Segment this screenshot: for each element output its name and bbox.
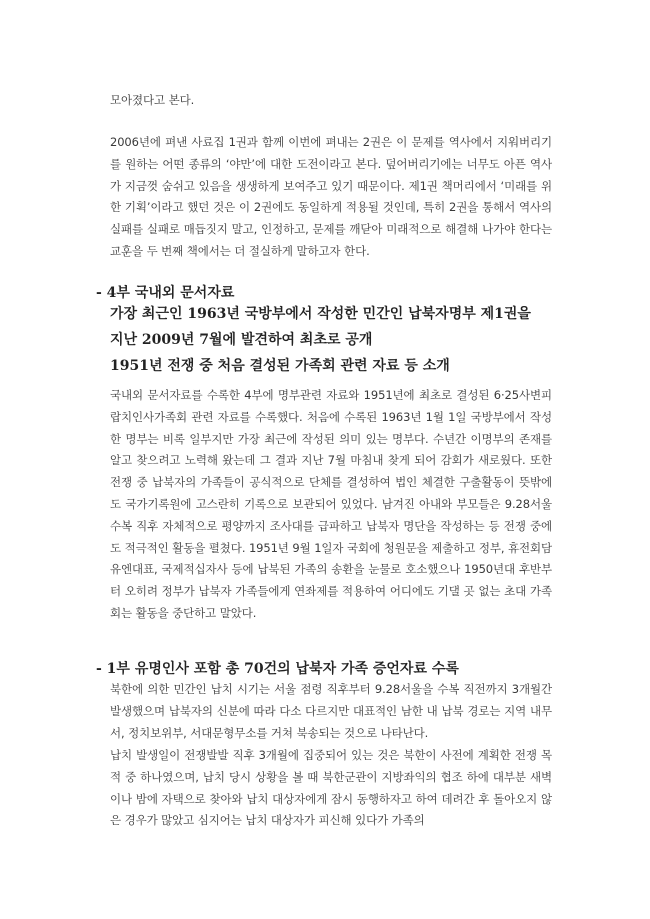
section-heading-part1: - 1부 유명인사 포함 총 70건의 납북자 가족 증언자료 수록 (96, 661, 459, 677)
paragraph-intro: 2006년에 펴낸 사료집 1권과 함께 이번에 펴내는 2권은 이 문제를 역사에서 지워버리기를 원하는 어떤 종류의 ‘야만’에 대한 도전이라고 본다. 덮어버리기에는 너무도 아픈 역사가 지금껏 숨쉬고 있음을 생생하게 보여주고 있기 때문이다. 제1권 책머리에서 ‘미래를 위한 기획’이라고 했던 것은 이 2권에도 동일하게 적용될 것인데, 특히 2권을 통해서 역사의 실패를 실패로 매듭짓지 말고, 인정하고, 문제를 깨닫아 미래적으로 해결해 나가야 한다는 교훈을 두 번째 책에서는 더 절실하게 말하고자 한다. (110, 135, 552, 258)
paragraph-part4: 국내외 문서자료를 수록한 4부에 명부관련 자료와 1951년에 최초로 결성된 6·25사변피랍치인사가족회 관련 자료를 수록했다. 처음에 수록된 1963년 1월 1일 국방부에서 작성한 명부는 비록 일부지만 가장 최근에 작성된 의미 있는 명부다. 수년간 이명부의 존재를 알고 찾으려고 노력해 왔는데 그 결과 지난 7월 마침내 찾게 되어 감회가 새로웠다. 또한 전쟁 중 납북자의 가족들이 공식적으로 단체를 결성하여 법인 체결한 구출활동이 뜻밖에도 국가기록원에 고스란히 기록으로 보관되어 있었다. 남겨진 아내와 부모들은 9.28서울 수복 직후 자체적으로 평양까지 조사대를 급파하고 납북자 명단을 작성하는 등 전쟁 중에도 적극적인 활동을 펼쳤다. 1951년 9월 1일자 국회에 청원문을 제출하고 정부, 휴전회담 유엔대표, 국제적십자사 등에 납북된 가족의 송환을 눈물로 호소했으나 1950년대 후반부터 오히려 정부가 납북자 가족들에게 연좌제를 적용하여 어디에도 기댈 곳 없는 초대 가족회는 활동을 중단하고 말았다. (110, 388, 552, 620)
section-subheading-part4 (110, 301, 580, 379)
subheading-line-2: 지난 2009년 7월에 발견하여 최초로 공개 (110, 332, 373, 348)
subheading-line-3: 1951년 전쟁 중 처음 결성된 가족회 관련 자료 등 소개 (110, 358, 450, 374)
paragraph-part1-a: 북한에 의한 민간인 납치 시기는 서울 점령 직후부터 9.28서울을 수복 직전까지 3개월간 발생했으며 납북자의 신분에 따라 다소 다르지만 대표적인 남한 내 납북 경로는 지역 내무서, 정치보위부, 서대문형무소를 거쳐 북송되는 것으로 나타난다. (110, 682, 552, 740)
paragraph-continuation: 모아졌다고 본다. (110, 93, 195, 107)
paragraph-part1-b: 납치 발생일이 전쟁발발 직후 3개월에 집중되어 있는 것은 북한이 사전에 계획한 전쟁 목적 중 하나였으며, 납치 당시 상황을 볼 때 북한군관이 지방좌익의 협조 하에 대부분 새벽이나 밤에 자택으로 찾아와 납치 대상자에게 잠시 동행하자고 하여 데려간 후 돌아오지 않은 경우가 많았고 심지어는 납치 대상자가 피신해 있다가 가족의 (110, 748, 552, 828)
section-heading-part4: - 4부 국내외 문서자료 (96, 285, 235, 301)
subheading-line-1: 가장 최근인 1963년 국방부에서 작성한 민간인 납북자명부 제1권을 (110, 306, 531, 322)
